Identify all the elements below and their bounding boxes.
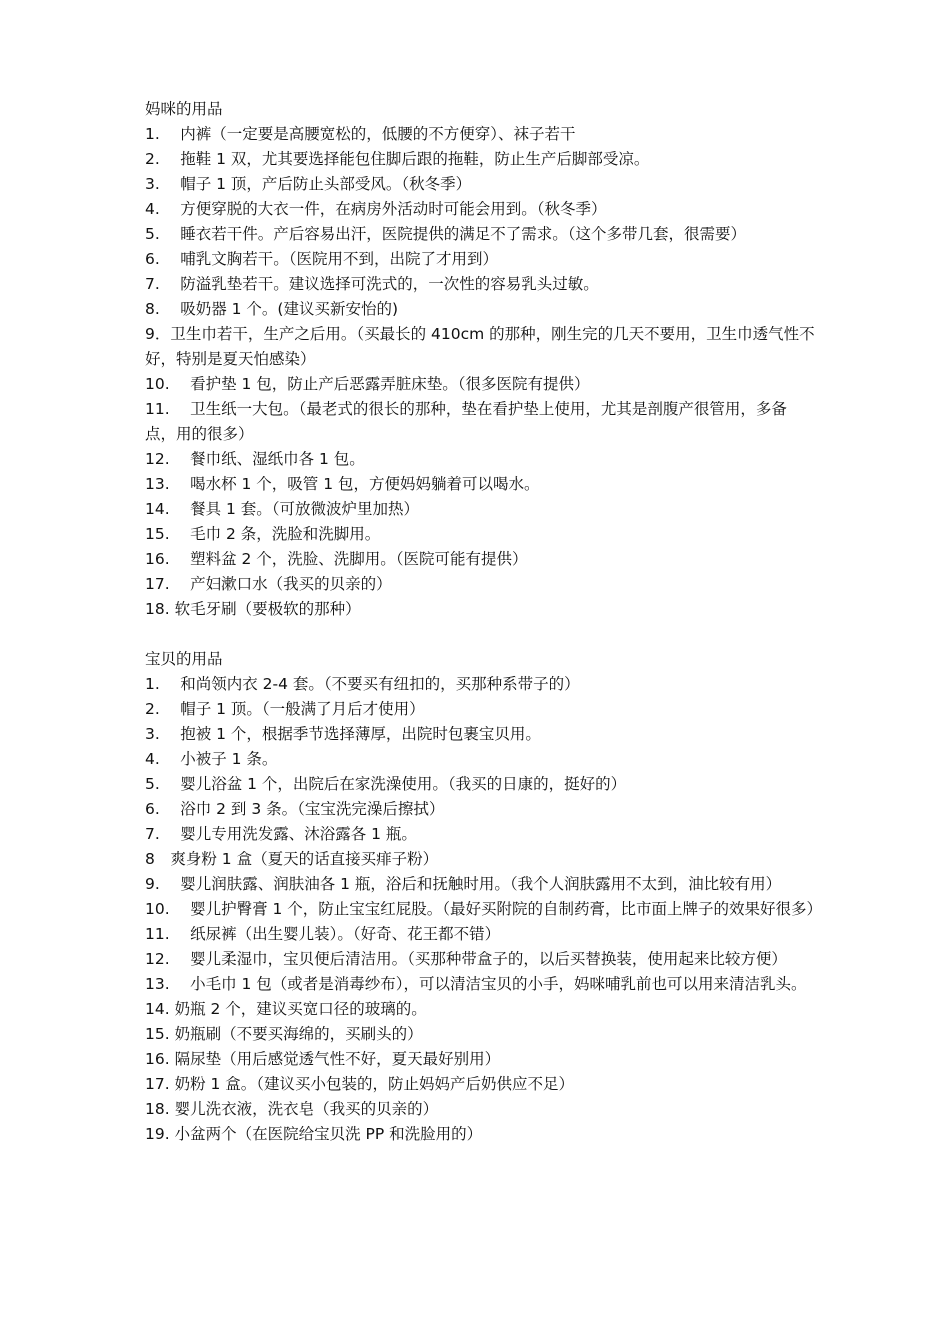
list-item: 10. 婴儿护臀膏 1 个，防止宝宝红屁股。（最好买附院的自制药膏，比市面上牌子的效果好很多） bbox=[145, 900, 823, 918]
list-item: 10. 看护垫 1 包，防止产后恶露弄脏床垫。（很多医院有提供） bbox=[145, 375, 590, 393]
list-item: 14. 奶瓶 2 个，建议买宽口径的玻璃的。 bbox=[145, 1000, 427, 1018]
list-item: 6. 哺乳文胸若干。（医院用不到，出院了才用到） bbox=[145, 250, 498, 268]
section-title-baby: 宝贝的用品 bbox=[145, 650, 223, 668]
list-item: 15. 毛巾 2 条，洗脸和洗脚用。 bbox=[145, 525, 381, 543]
list-item: 1. 和尚领内衣 2-4 套。（不要买有纽扣的，买那种系带子的） bbox=[145, 675, 580, 693]
document-body bbox=[145, 97, 823, 1147]
list-item: 15. 奶瓶刷（不要买海绵的，买刷头的） bbox=[145, 1025, 423, 1043]
list-item: 3. 抱被 1 个，根据季节选择薄厚，出院时包裹宝贝用。 bbox=[145, 725, 541, 743]
list-item: 8. 吸奶器 1 个。(建议买新安怡的) bbox=[145, 300, 399, 318]
list-item: 12. 餐巾纸、湿纸巾各 1 包。 bbox=[145, 450, 365, 468]
list-item: 2. 拖鞋 1 双，尤其要选择能包住脚后跟的拖鞋，防止生产后脚部受凉。 bbox=[145, 150, 650, 168]
list-item: 7. 婴儿专用洗发露、沐浴露各 1 瓶。 bbox=[145, 825, 417, 843]
list-item: 9．卫生巾若干，生产之后用。（买最长的 410cm 的那种，刚生完的几天不要用，卫生巾透气性不好，特别是夏天怕感染） bbox=[145, 325, 815, 368]
section-gap bbox=[145, 622, 817, 647]
section-title-mom: 妈咪的用品 bbox=[145, 100, 223, 118]
list-item: 7. 防溢乳垫若干。建议选择可洗式的，一次性的容易乳头过敏。 bbox=[145, 275, 599, 293]
list-item: 2. 帽子 1 顶。（一般满了月后才使用） bbox=[145, 700, 425, 718]
list-item: 4. 方便穿脱的大衣一件，在病房外活动时可能会用到。（秋冬季） bbox=[145, 200, 607, 218]
list-item: 18. 婴儿洗衣液，洗衣皂（我买的贝亲的） bbox=[145, 1100, 439, 1118]
list-item: 14. 餐具 1 套。（可放微波炉里加热） bbox=[145, 500, 420, 518]
list-item: 5. 婴儿浴盆 1 个，出院后在家洗澡使用。（我买的日康的，挺好的） bbox=[145, 775, 627, 793]
list-item: 13. 喝水杯 1 个，吸管 1 包，方便妈妈躺着可以喝水。 bbox=[145, 475, 540, 493]
list-item: 4. 小被子 1 条。 bbox=[145, 750, 278, 768]
list-item: 16. 塑料盆 2 个，洗脸、洗脚用。（医院可能有提供） bbox=[145, 550, 528, 568]
list-item: 5. 睡衣若干件。产后容易出汗，医院提供的满足不了需求。（这个多带几套，很需要） bbox=[145, 225, 746, 243]
list-item: 8 爽身粉 1 盒（夏天的话直接买痱子粉） bbox=[145, 850, 439, 868]
list-item: 3. 帽子 1 顶，产后防止头部受风。（秋冬季） bbox=[145, 175, 472, 193]
list-item: 17. 产妇漱口水（我买的贝亲的） bbox=[145, 575, 392, 593]
list-item: 6. 浴巾 2 到 3 条。（宝宝洗完澡后擦拭） bbox=[145, 800, 445, 818]
list-item: 11. 纸尿裤（出生婴儿装）。（好奇、花王都不错） bbox=[145, 925, 501, 943]
baby-items-list bbox=[145, 672, 823, 1147]
mom-items-list bbox=[145, 122, 817, 622]
list-item: 1. 内裤（一定要是高腰宽松的，低腰的不方便穿）、袜子若干 bbox=[145, 125, 576, 143]
list-item: 13. 小毛巾 1 包（或者是消毒纱布），可以清洁宝贝的小手，妈咪哺乳前也可以用来清洁乳头。 bbox=[145, 975, 807, 993]
list-item: 19. 小盆两个（在医院给宝贝洗 PP 和洗脸用的） bbox=[145, 1125, 483, 1143]
list-item: 17. 奶粉 1 盒。（建议买小包装的，防止妈妈产后奶供应不足） bbox=[145, 1075, 575, 1093]
list-item: 18. 软毛牙刷（要极软的那种） bbox=[145, 600, 361, 618]
list-item: 9. 婴儿润肤露、润肤油各 1 瓶，浴后和抚触时用。（我个人润肤露用不太到，油比较有用） bbox=[145, 875, 782, 893]
list-item: 16. 隔尿垫（用后感觉透气性不好，夏天最好别用） bbox=[145, 1050, 501, 1068]
list-item: 12. 婴儿柔湿巾，宝贝便后清洁用。（买那种带盒子的，以后买替换装，使用起来比较方便） bbox=[145, 950, 787, 968]
list-item: 11. 卫生纸一大包。（最老式的很长的那种，垫在看护垫上使用，尤其是剖腹产很管用，多备点，用的很多） bbox=[145, 400, 787, 443]
